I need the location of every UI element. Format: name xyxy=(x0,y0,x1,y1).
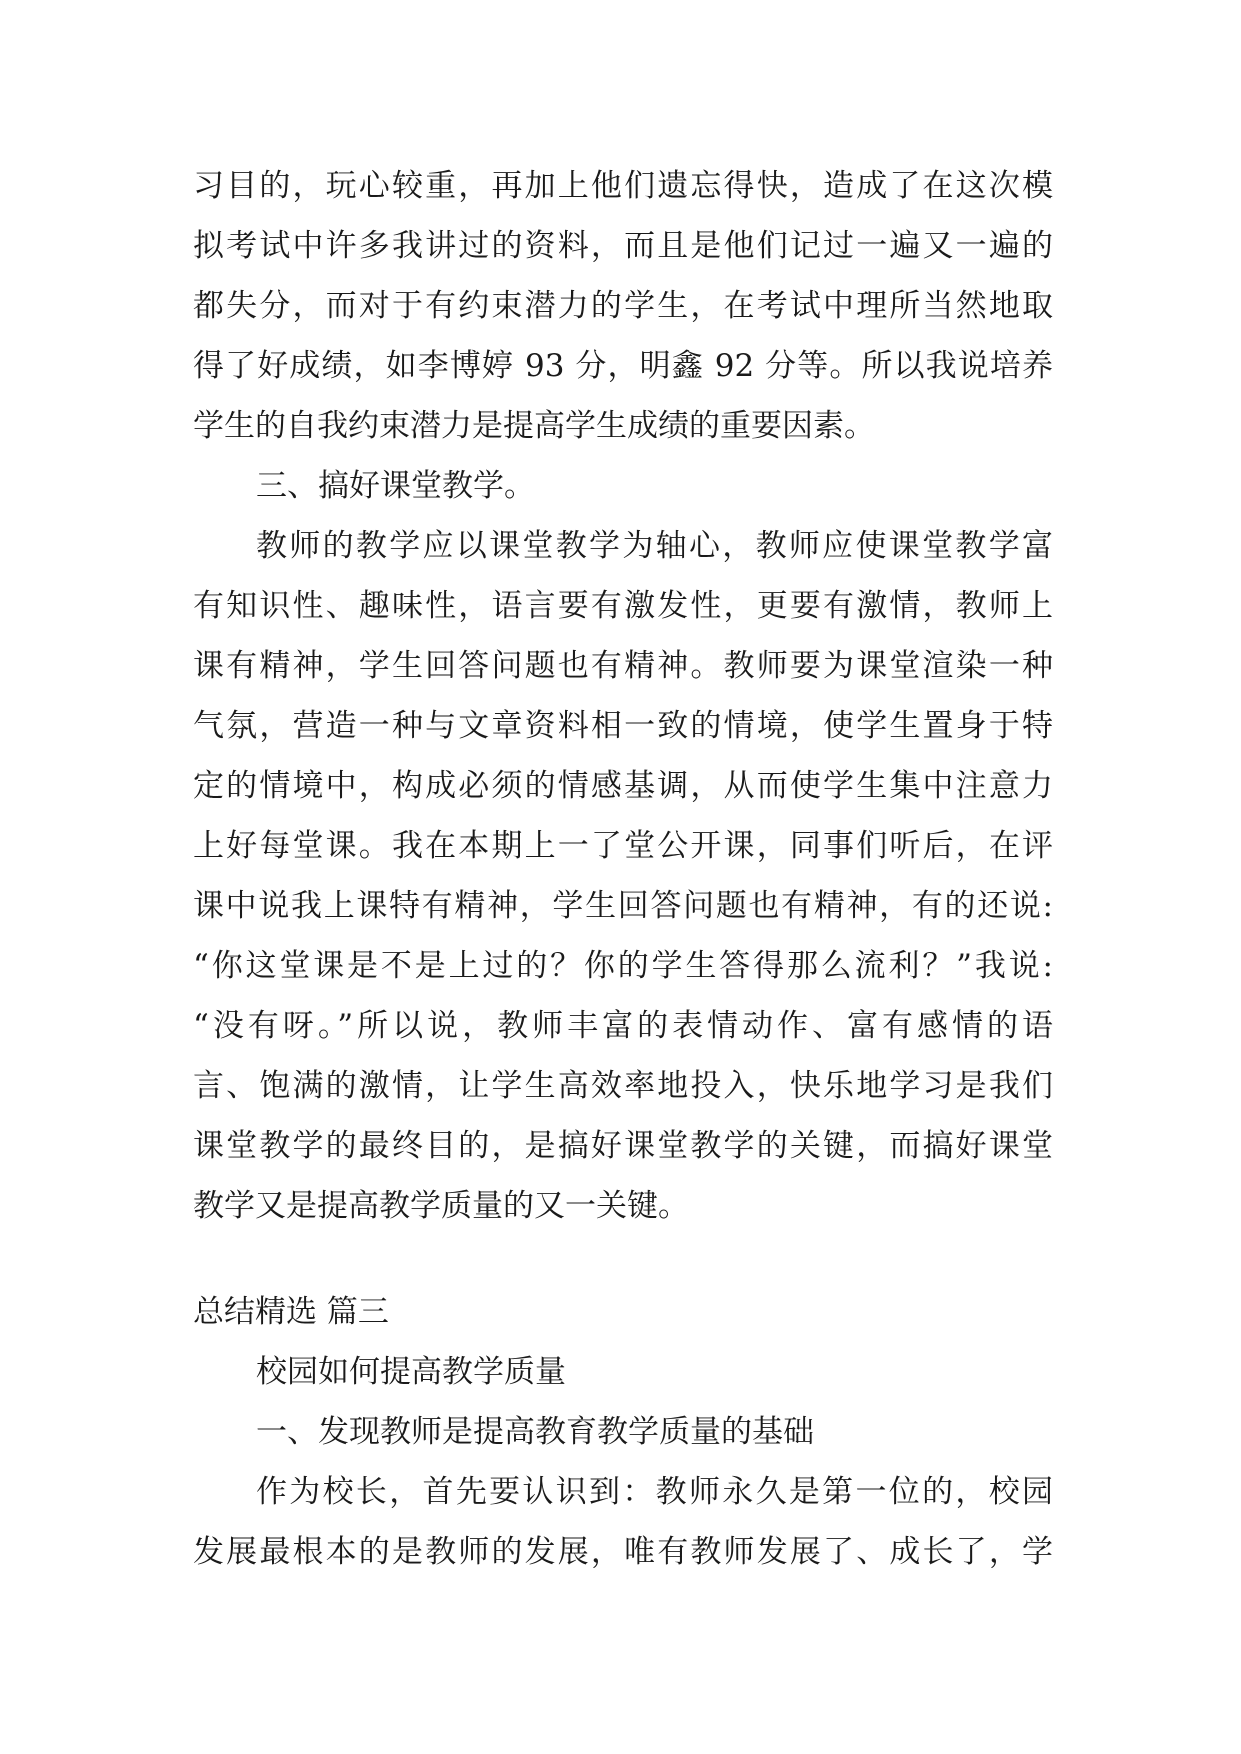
section-heading: 一、发现教师是提高教育教学质量的基础 xyxy=(256,1414,814,1450)
article-title: 校园如何提高教学质量 xyxy=(256,1354,566,1390)
section-heading: 三、搞好课堂教学。 xyxy=(256,468,535,504)
paragraph-line: 气氛，营造一种与文章资料相一致的情境，使学生置身于特 xyxy=(193,708,1053,744)
paragraph-line: 教师的教学应以课堂教学为轴心，教师应使课堂教学富 xyxy=(256,528,1053,564)
paragraph-line: 拟考试中许多我讲过的资料，而且是他们记过一遍又一遍的 xyxy=(193,228,1053,264)
paragraph-line: 得了好成绩，如李博婷 93 分，明鑫 92 分等。所以我说培养 xyxy=(193,348,1053,384)
paragraph-line: 定的情境中，构成必须的情感基调，从而使学生集中注意力 xyxy=(193,768,1053,804)
paragraph-line: 作为校长，首先要认识到：教师永久是第一位的，校园 xyxy=(256,1474,1053,1510)
paragraph-line: 课有精神，学生回答问题也有精神。教师要为课堂渲染一种 xyxy=(193,648,1053,684)
paragraph-line: 学生的自我约束潜力是提高学生成绩的重要因素。 xyxy=(193,408,875,444)
paragraph-line: 有知识性、趣味性，语言要有激发性，更要有激情，教师上 xyxy=(193,588,1053,624)
paragraph-line: 课中说我上课特有精神，学生回答问题也有精神，有的还说: xyxy=(193,888,1053,924)
paragraph-line: 言、饱满的激情，让学生高效率地投入，快乐地学习是我们 xyxy=(193,1068,1053,1104)
paragraph-line: 都失分，而对于有约束潜力的学生，在考试中理所当然地取 xyxy=(193,288,1053,324)
article-heading: 总结精选 篇三 xyxy=(193,1294,389,1330)
paragraph-line: 发展最根本的是教师的发展，唯有教师发展了、成长了，学 xyxy=(193,1534,1053,1570)
paragraph-line: 上好每堂课。我在本期上一了堂公开课，同事们听后，在评 xyxy=(193,828,1053,864)
paragraph-line: 习目的，玩心较重，再加上他们遗忘得快，造成了在这次模 xyxy=(193,168,1053,204)
paragraph-line: 教学又是提高教学质量的又一关键。 xyxy=(193,1188,689,1224)
paragraph-line: 课堂教学的最终目的，是搞好课堂教学的关键，而搞好课堂 xyxy=(193,1128,1053,1164)
paragraph-line: “没有呀。”所以说，教师丰富的表情动作、富有感情的语 xyxy=(193,1008,1053,1044)
paragraph-line: “你这堂课是不是上过的？你的学生答得那么流利？”我说: xyxy=(193,948,1053,984)
